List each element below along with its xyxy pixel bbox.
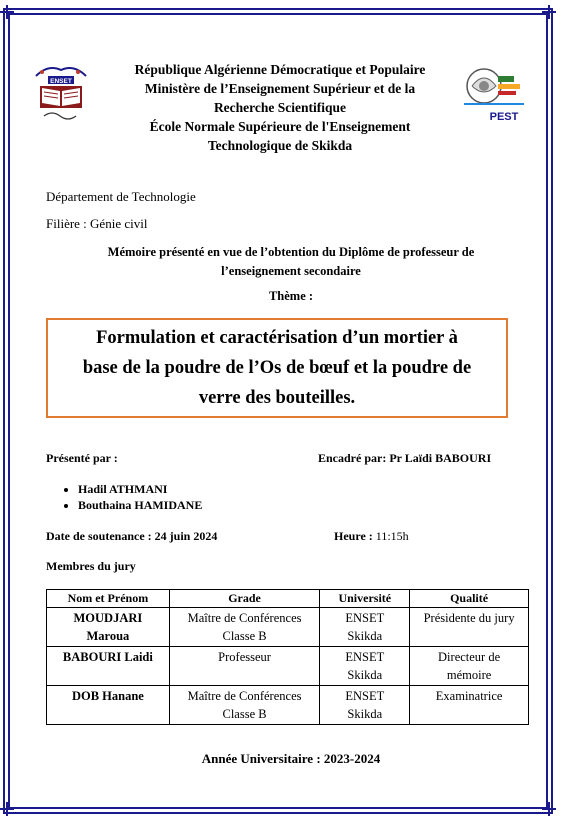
jury-university: ENSET Skikda — [320, 647, 410, 686]
border-corner-ornament — [542, 5, 556, 19]
header-line: Recherche Scientifique — [213, 100, 347, 115]
header-line: République Algérienne Démocratique et Populaire — [134, 62, 426, 77]
column-header: Nom et Prénom — [47, 590, 170, 608]
filiere: Filière : Génie civil — [46, 216, 148, 231]
border-corner-ornament — [0, 5, 14, 19]
table-row — [47, 686, 529, 725]
jury-grade: Professeur — [169, 647, 320, 686]
department: Département de Technologie — [46, 189, 196, 204]
institution-header — [110, 60, 450, 155]
memoire-statement — [46, 243, 536, 281]
memoire-line: Mémoire présenté en vue de l’obtention du Diplôme de professeur de — [107, 245, 475, 259]
heure-label: Heure : — [334, 529, 373, 543]
student-name: • Hadil ATHMANI — [78, 481, 202, 497]
academic-year: Année Universitaire : 2023-2024 — [201, 751, 381, 766]
column-header: Grade — [169, 590, 320, 608]
memoire-line: l’enseignement secondaire — [221, 264, 361, 278]
presente-par: Présenté par : — [46, 451, 118, 465]
header-line: École Normale Supérieure de l'Enseignement — [149, 119, 411, 134]
jury-grade: Maître de Conférences Classe B — [169, 686, 320, 725]
jury-university: ENSET Skikda — [320, 686, 410, 725]
jury-name: BABOURI Laidi — [47, 647, 170, 686]
pest-logo — [454, 64, 534, 128]
header-line: Technologique de Skikda — [207, 138, 353, 153]
jury-name: MOUDJARI Maroua — [47, 608, 170, 647]
jury-role: Directeur de mémoire — [410, 647, 529, 686]
jury-name: DOB Hanane — [47, 686, 170, 725]
theme-line: verre des bouteilles. — [198, 388, 356, 408]
enset-logo-text: ENSET — [50, 78, 72, 85]
encadre-par: Encadré par: Pr Laïdi BABOURI — [318, 451, 492, 465]
jury-role: Examinatrice — [410, 686, 529, 725]
theme-line: Formulation et caractérisation d’un mortier à — [96, 328, 458, 348]
column-header: Qualité — [410, 590, 529, 608]
theme-line: base de la poudre de l’Os de bœuf et la poudre de — [82, 358, 472, 378]
header-line: Ministère de l’Enseignement Supérieur et de la — [144, 81, 416, 96]
table-row — [47, 647, 529, 686]
jury-table — [46, 589, 529, 725]
border-corner-ornament — [542, 802, 556, 816]
jury-university: ENSET Skikda — [320, 608, 410, 647]
theme-box — [46, 318, 508, 418]
date-soutenance: Date de soutenance : 24 juin 2024 — [46, 529, 218, 543]
border-corner-ornament — [0, 802, 14, 816]
students-list — [60, 481, 202, 513]
enset-logo — [28, 62, 94, 126]
heure-value: 11:15h — [375, 529, 409, 543]
jury-role: Présidente du jury — [410, 608, 529, 647]
table-header-row — [47, 590, 529, 608]
membres-jury-label: Membres du jury — [46, 559, 136, 573]
theme-title — [83, 323, 471, 413]
column-header: Université — [320, 590, 410, 608]
student-name: • Bouthaina HAMIDANE — [78, 497, 202, 513]
theme-label: Thème : — [268, 289, 314, 303]
heure — [334, 529, 409, 544]
pest-logo-text: PEST — [489, 111, 519, 123]
jury-grade: Maître de Conférences Classe B — [169, 608, 320, 647]
table-row — [47, 608, 529, 647]
